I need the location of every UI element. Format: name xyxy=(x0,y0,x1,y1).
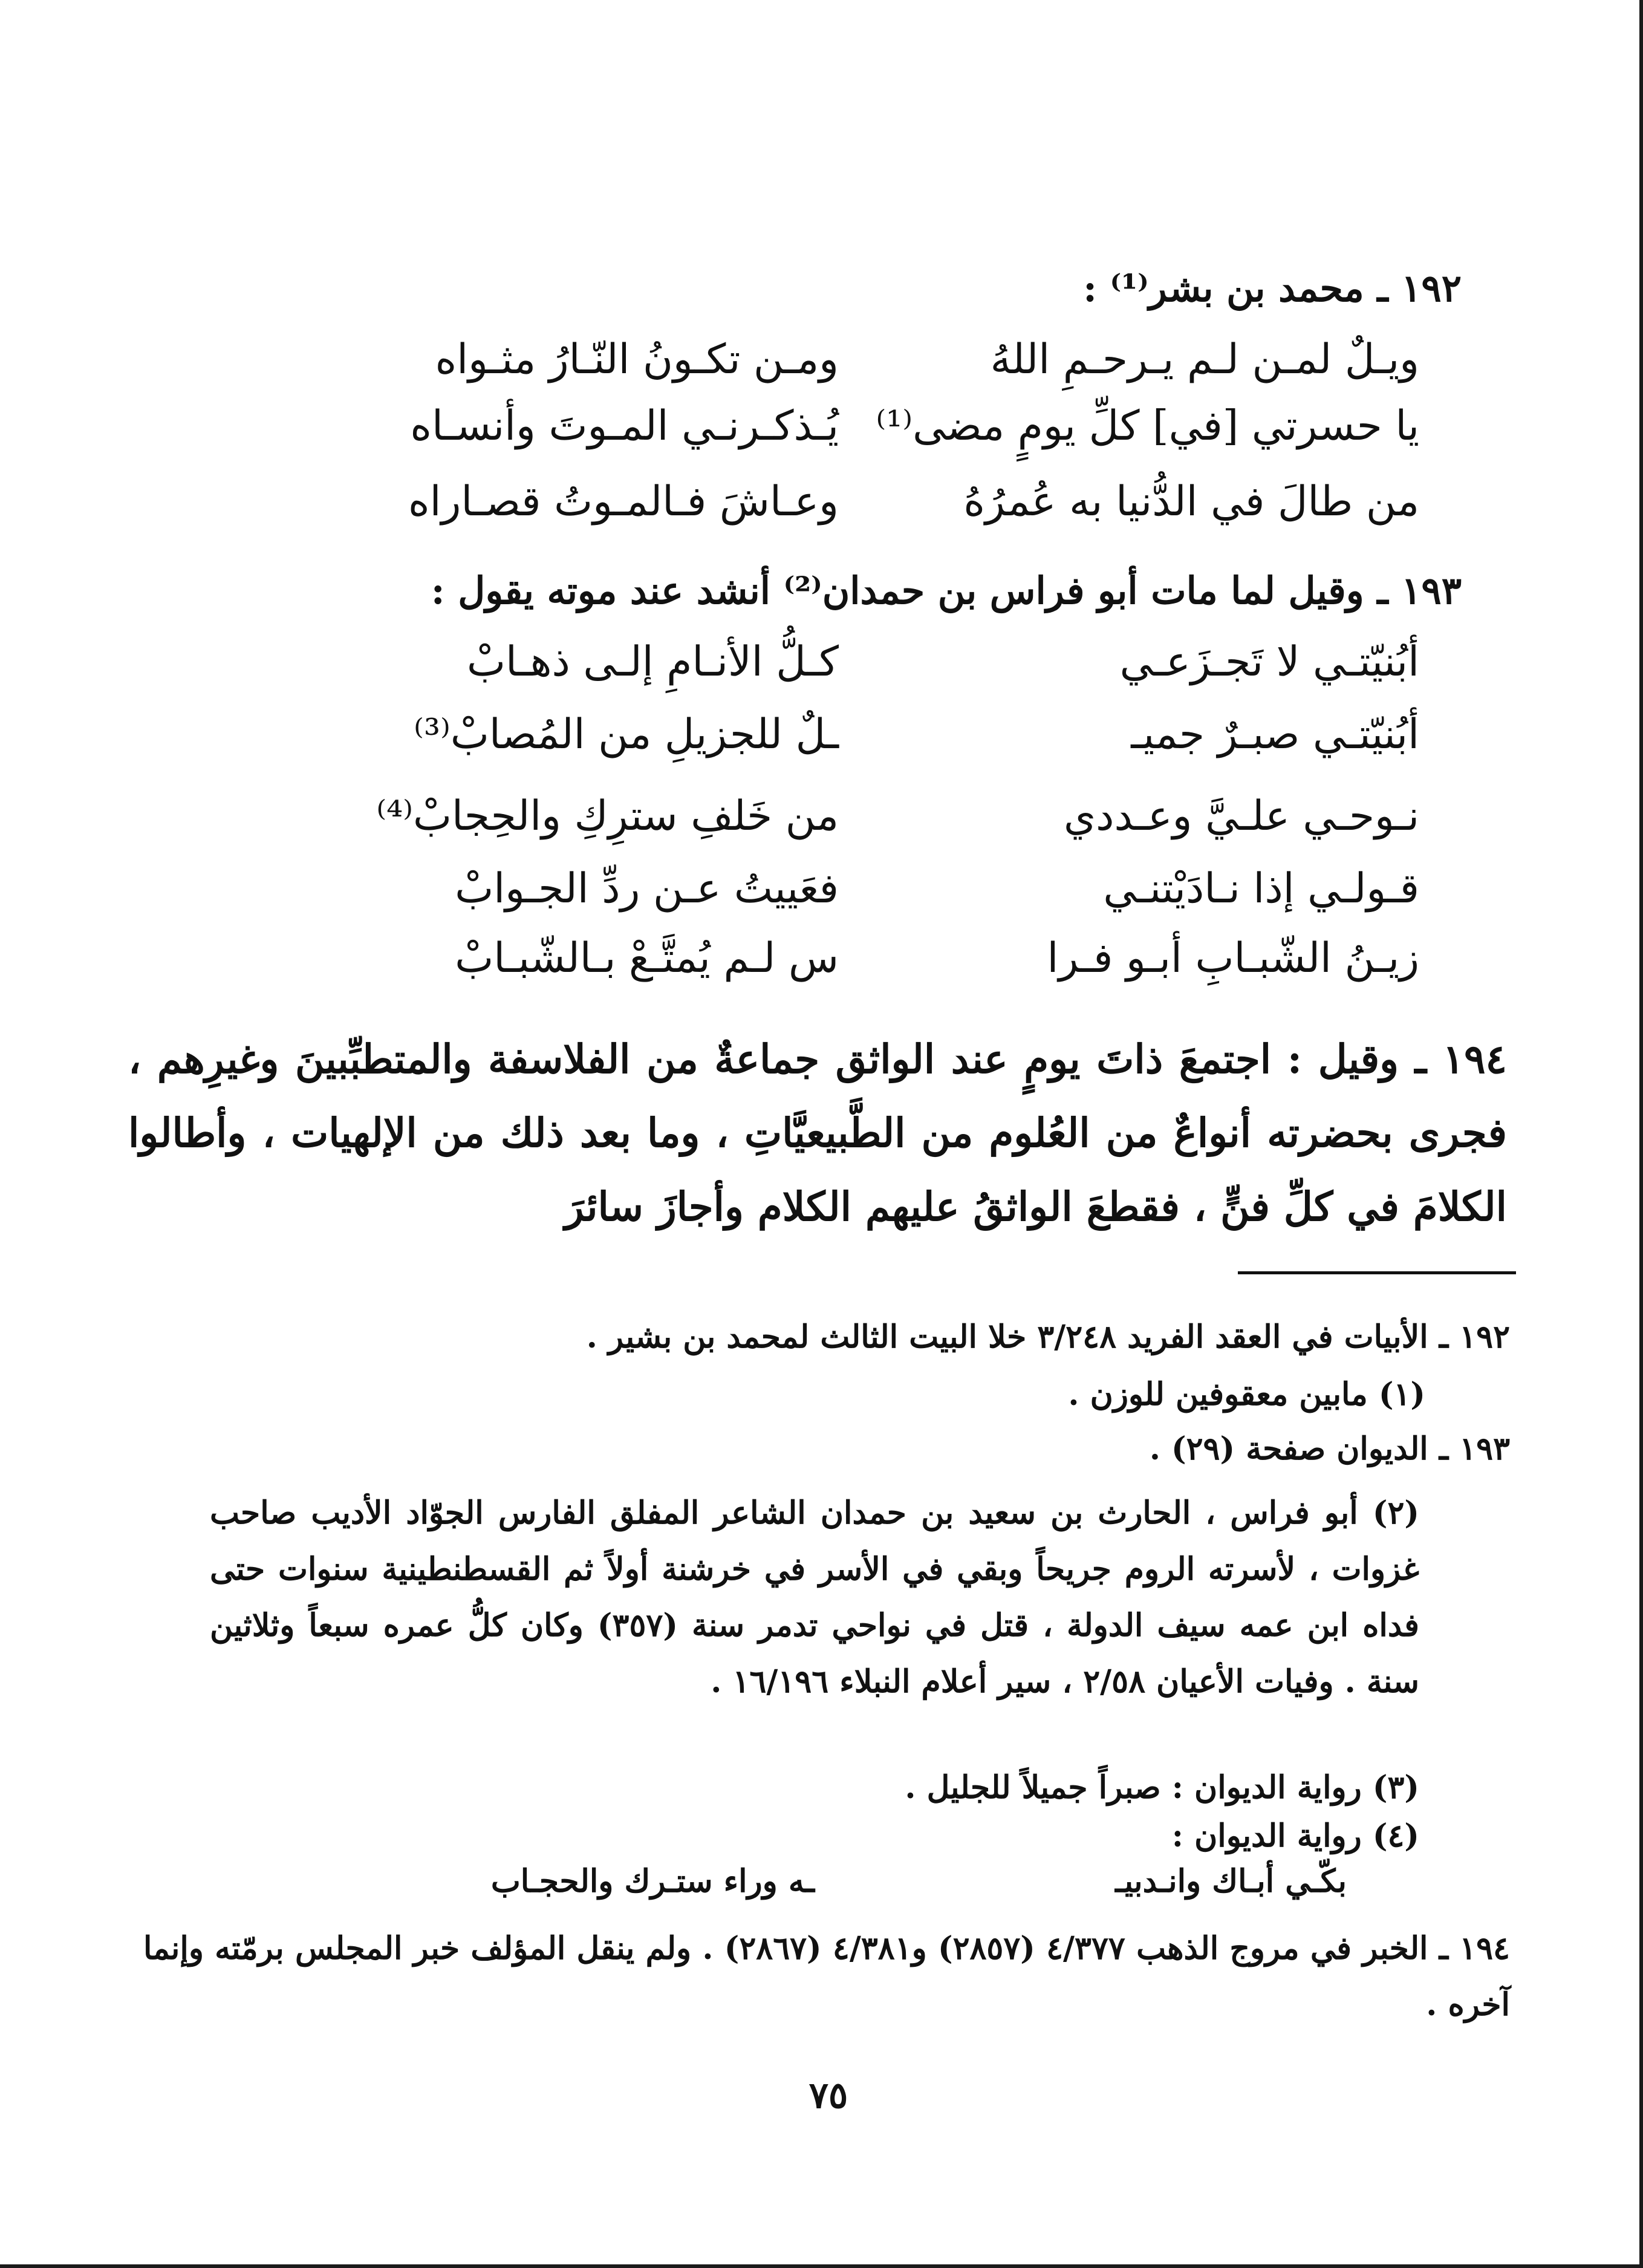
verse-hemistich-first: أبُنيّتـي صبـرٌ جميـ xyxy=(1131,711,1419,758)
section-193-heading: ١٩٣ ـ وقيل لما مات أبو فراس بن حمدان⁽²⁾ أنشد عند موته يقول : xyxy=(431,569,1462,613)
footnote-193-3: (٣) رواية الديوان : صبراً جميلاً للجليل . xyxy=(905,1769,1419,1806)
verse-193-2 xyxy=(270,711,1419,777)
verse-hemistich-second: وعـاشَ فـالمـوتُ قصـاراه xyxy=(408,478,839,526)
verse-hemistich-first: قـولـي إذا نـادَيْتنـي xyxy=(1103,865,1419,913)
verse-192-2 xyxy=(270,402,1419,469)
footnote-194: ١٩٤ ـ الخبر في مروج الذهب ٤/٣٧٧ (٢٨٥٧) و٤/٣٨١ (٢٨٦٧) . ولم ينقل المؤلف خبر المجلس برمّته وإنما آخره . xyxy=(143,1930,1510,2023)
verse-hemistich-second: يُـذكـرنـي المـوتَ وأنسـاه xyxy=(410,402,839,450)
footnote-separator xyxy=(1238,1271,1516,1274)
verse-hemistich-second: ومـن تكـونُ النّـارُ مثـواه xyxy=(435,336,839,383)
verse-hemistich-second: ـه وراء ستـرك والحجـاب xyxy=(490,1863,815,1900)
verse-193-3 xyxy=(270,792,1419,859)
footnote-193-4-verse xyxy=(258,1863,1347,1917)
verse-192-1 xyxy=(270,336,1419,402)
verse-hemistich-first: زيـنُ الشّبـابِ أبـو فـرا xyxy=(1047,934,1419,982)
footnote-192-1: (١) مابين معقوفين للوزن . xyxy=(1068,1376,1425,1413)
page-number: ٧٥ xyxy=(808,2074,848,2117)
verse-hemistich-first: بكّـي أبـاك وانـدبيـ xyxy=(1115,1863,1347,1900)
verse-hemistich-second: من خَلفِ سترِكِ والحِجابْ⁽⁴⁾ xyxy=(376,792,839,840)
verse-193-5 xyxy=(270,934,1419,1001)
section-192-heading: ١٩٢ ـ محمد بن بشر⁽¹⁾ : xyxy=(1083,266,1462,310)
verse-hemistich-second: ـلٌ للجزيلِ من المُصابْ⁽³⁾ xyxy=(414,711,839,758)
verse-hemistich-first: أبُنيّتـي لا تَجـزَعـي xyxy=(1119,638,1419,686)
verse-hemistich-second: كـلُّ الأنـامِ إلـى ذهـابْ xyxy=(467,638,839,686)
verse-192-3 xyxy=(270,478,1419,544)
footnote-193-4: (٤) رواية الديوان : xyxy=(1171,1817,1419,1854)
footnote-193-2: (٢) أبو فراس ، الحارث بن سعيد بن حمدان الشاعر المفلق الفارس الجوّاد الأديب صاحب غزوات ، لأسرته الروم جريحاً وبقي في الأسر في خرشنة أولاً ثم القسطنطينية سنوات حتى فداه ابن عمه سيف الدولة ، قتل في نواحي تدمر سنة (٣٥٧) وكان كلُّ عمره سبعاً وثلاثين سنة . وفيات الأعيان ٢/٥٨ ، سير أعلام النبلاء ١٦/١٩٦ . xyxy=(210,1494,1420,1700)
verse-hemistich-first: ويـلٌ لمـن لـم يـرحـمِ اللهُ xyxy=(990,336,1419,383)
verse-hemistich-first: من طالَ في الدُّنيا به عُمرُهُ xyxy=(963,478,1419,526)
footnote-192: ١٩٢ ـ الأبيات في العقد الفريد ٣/٢٤٨ خلا البيت الثالث لمحمد بن بشير . xyxy=(586,1318,1510,1355)
verse-hemistich-first: نـوحـي علـيَّ وعـددي xyxy=(1063,792,1419,840)
verse-hemistich-second: س لـم يُمتَّـعْ بـالشّبـابْ xyxy=(455,934,839,982)
verse-193-1 xyxy=(270,638,1419,705)
scan-border-bottom xyxy=(0,2264,1643,2268)
scan-border-right xyxy=(1639,0,1643,2268)
section-194-paragraph: ١٩٤ ـ وقيل : اجتمعَ ذاتَ يومٍ عند الواثق جماعةٌ من الفلاسفة والمتطبِّبينَ وغيرِهم ، فجرى بحضرته أنواعٌ من العُلوم من الطَّبيعيَّاتِ ، وما بعد ذلك من الإلهيات ، وأطالوا الكلامَ في كلِّ فنٍّ ، فقطعَ الواثقُ عليهم الكلام وأجازَ سائرَ xyxy=(128,1035,1507,1230)
footnote-193: ١٩٣ ـ الديوان صفحة (٢٩) . xyxy=(1149,1430,1510,1467)
verse-193-4 xyxy=(270,865,1419,931)
verse-hemistich-first: يا حسرتي [في] كلِّ يومٍ مضى⁽¹⁾ xyxy=(876,402,1419,450)
verse-hemistich-second: فعَييتُ عـن ردِّ الجـوابْ xyxy=(455,865,839,913)
